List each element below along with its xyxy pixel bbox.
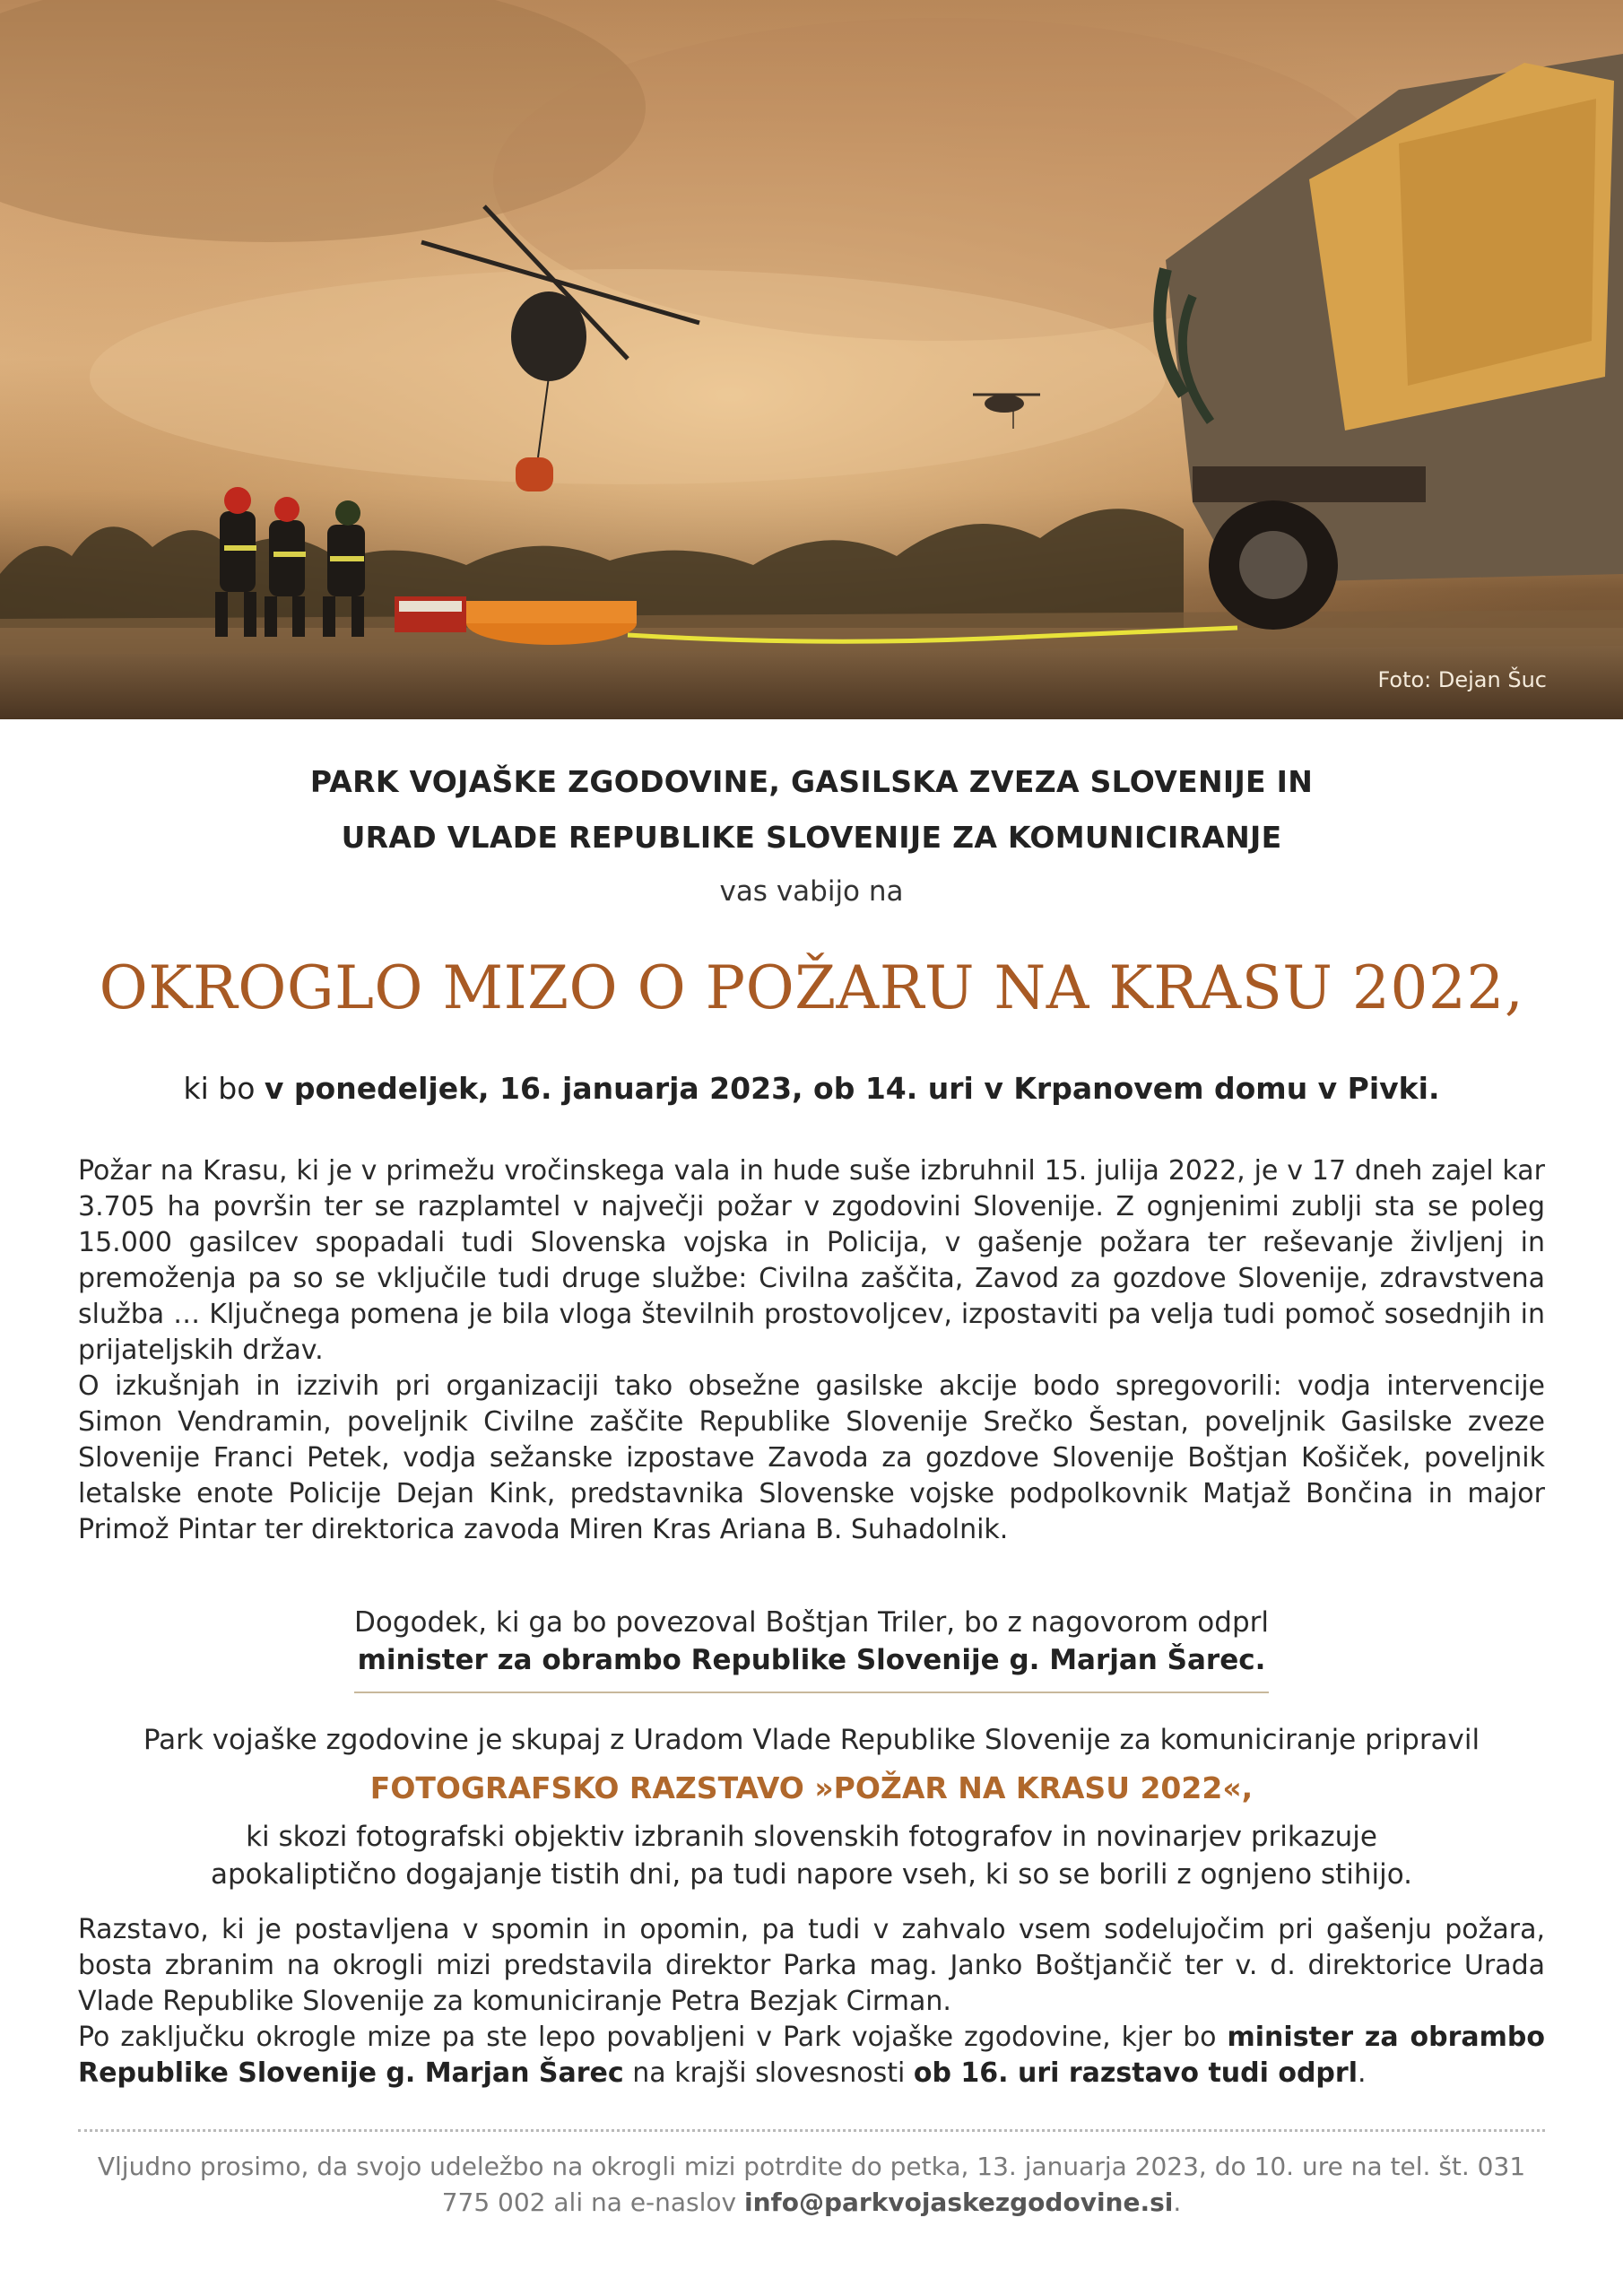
rsvp-email-link[interactable]: info@parkvojaskezgodovine.si	[744, 2187, 1174, 2217]
exhibition-desc-line-1: ki skozi fotografski objektiv izbranih slovenskih fotografov in novinarjev prikazuje	[246, 1821, 1377, 1853]
dotted-divider	[78, 2129, 1545, 2132]
exhibition-title: FOTOGRAFSKO RAZSTAVO »POŽAR NA KRASU 2022«,	[369, 1770, 1254, 1805]
closing-para-a: Razstavo, ki je postavljena v spomin in opomin, pa tudi v zahvalo vsem sodelujočim pri gašenju požara, bosta zbranim na okrogli mizi predstavila direktor Parka mag. Janko Boštjančič ter v. d. direktorice Urada Vlade Republike Slovenije za komuniciranje Petra Bezjak Cirman.	[78, 1914, 1545, 2017]
exhibition-intro: Park vojaške zgodovine je skupaj z Uradom Vlade Republike Slovenije za komuniciranje pripravil	[143, 1724, 1480, 1756]
rsvp-end: .	[1173, 2187, 1182, 2217]
invite-text: vas vabijo na	[719, 875, 904, 908]
closing-para-b	[78, 2020, 1545, 2092]
opening-block	[0, 1604, 1623, 1679]
photo-credit: Foto: Dejan Šuc	[1377, 667, 1547, 692]
event-when-details: v ponedeljek, 16. januarja 2023, ob 14. uri v Krpanovem domu v Pivki.	[264, 1071, 1440, 1106]
page-title: OKROGLO MIZO O POŽARU NA KRASU 2022,	[99, 953, 1524, 1022]
closing-text-2: na krajši slovesnosti	[623, 2057, 914, 2089]
opening-line-1: Dogodek, ki ga bo povezoval Boštjan Triler, bo z nagovorom odprl	[354, 1606, 1269, 1639]
body-paragraph-1: Požar na Krasu, ki je v primežu vročinskega vala in hude suše izbruhnil 15. julija 2022, je v 17 dneh zajel kar 3.705 ha površin ter se razplamtel v največji požar v zgodovini Slovenije. Z ognjenimi zublji sta se poleg 15.000 gasilcev spopadali tudi Slovenska vojska in Policija, v gašenje požara ter reševanje življenj in premoženja pa so se vključile tudi druge službe: Civilna zaščita, Zavod za gozdove Slovenije, zdravstvena služba … Ključnega pomena je bila vloga številnih prostovoljcev, izpostaviti pa velja tudi pomoč sosednjih in prijateljskih držav.	[78, 1155, 1545, 1366]
body-paragraph-2: O izkušnjah in izzivih pri organizaciji tako obsežne gasilske akcije bodo spregovorili: vodja intervencije Simon Vendramin, poveljnik Civilne zaščite Republike Slovenije Srečko Šestan, poveljnik Gasilske zveze Slovenije Franci Petek, vodja sežanske izpostave Zavoda za gozdove Slovenije Boštjan Košiček, poveljnik letalske enote Policije Dejan Kink, predstavnika Slovenske vojske podpolkovnik Matjaž Bončina in major Primož Pintar ter direktorica zavoda Miren Kras Ariana B. Suhadolnik.	[78, 1370, 1545, 1545]
closing-paragraph	[78, 1912, 1545, 2092]
rsvp-footer	[78, 2149, 1545, 2221]
closing-text-3: .	[1357, 2057, 1367, 2089]
exhibition-desc-line-2: apokaliptično dogajanje tistih dni, pa tudi napore vseh, ki so se borili z ognjeno stihijo.	[210, 1858, 1413, 1891]
hero-photo	[0, 0, 1623, 719]
exhibition-description	[0, 1818, 1623, 1893]
organizers-line-2: URAD VLADE REPUBLIKE SLOVENIJE ZA KOMUNICIRANJE	[341, 820, 1282, 855]
closing-bold-time: ob 16. uri razstavo tudi odprl	[913, 2057, 1358, 2089]
divider-line	[354, 1692, 1269, 1693]
rsvp-text: Vljudno prosimo, da svojo udeležbo na okrogli mizi potrdite do petka, 13. januarja 2023, do 10. ure na tel. št. 031 775 002 ali na e-naslov	[97, 2152, 1526, 2217]
closing-bold-minister: minister za obrambo Republike Slovenije g. Marjan Šarec	[78, 2022, 1545, 2089]
event-when-prefix: ki bo	[183, 1071, 265, 1106]
event-when	[0, 1071, 1623, 1106]
organizers-line-1: PARK VOJAŠKE ZGODOVINE, GASILSKA ZVEZA SLOVENIJE IN	[309, 764, 1314, 799]
hero-illustration	[0, 0, 1623, 719]
closing-text-1: Po zaključku okrogle mize pa ste lepo povabljeni v Park vojaške zgodovine, kjer bo	[78, 2022, 1228, 2053]
opening-line-2: minister za obrambo Republike Slovenije g. Marjan Šarec.	[357, 1644, 1266, 1676]
